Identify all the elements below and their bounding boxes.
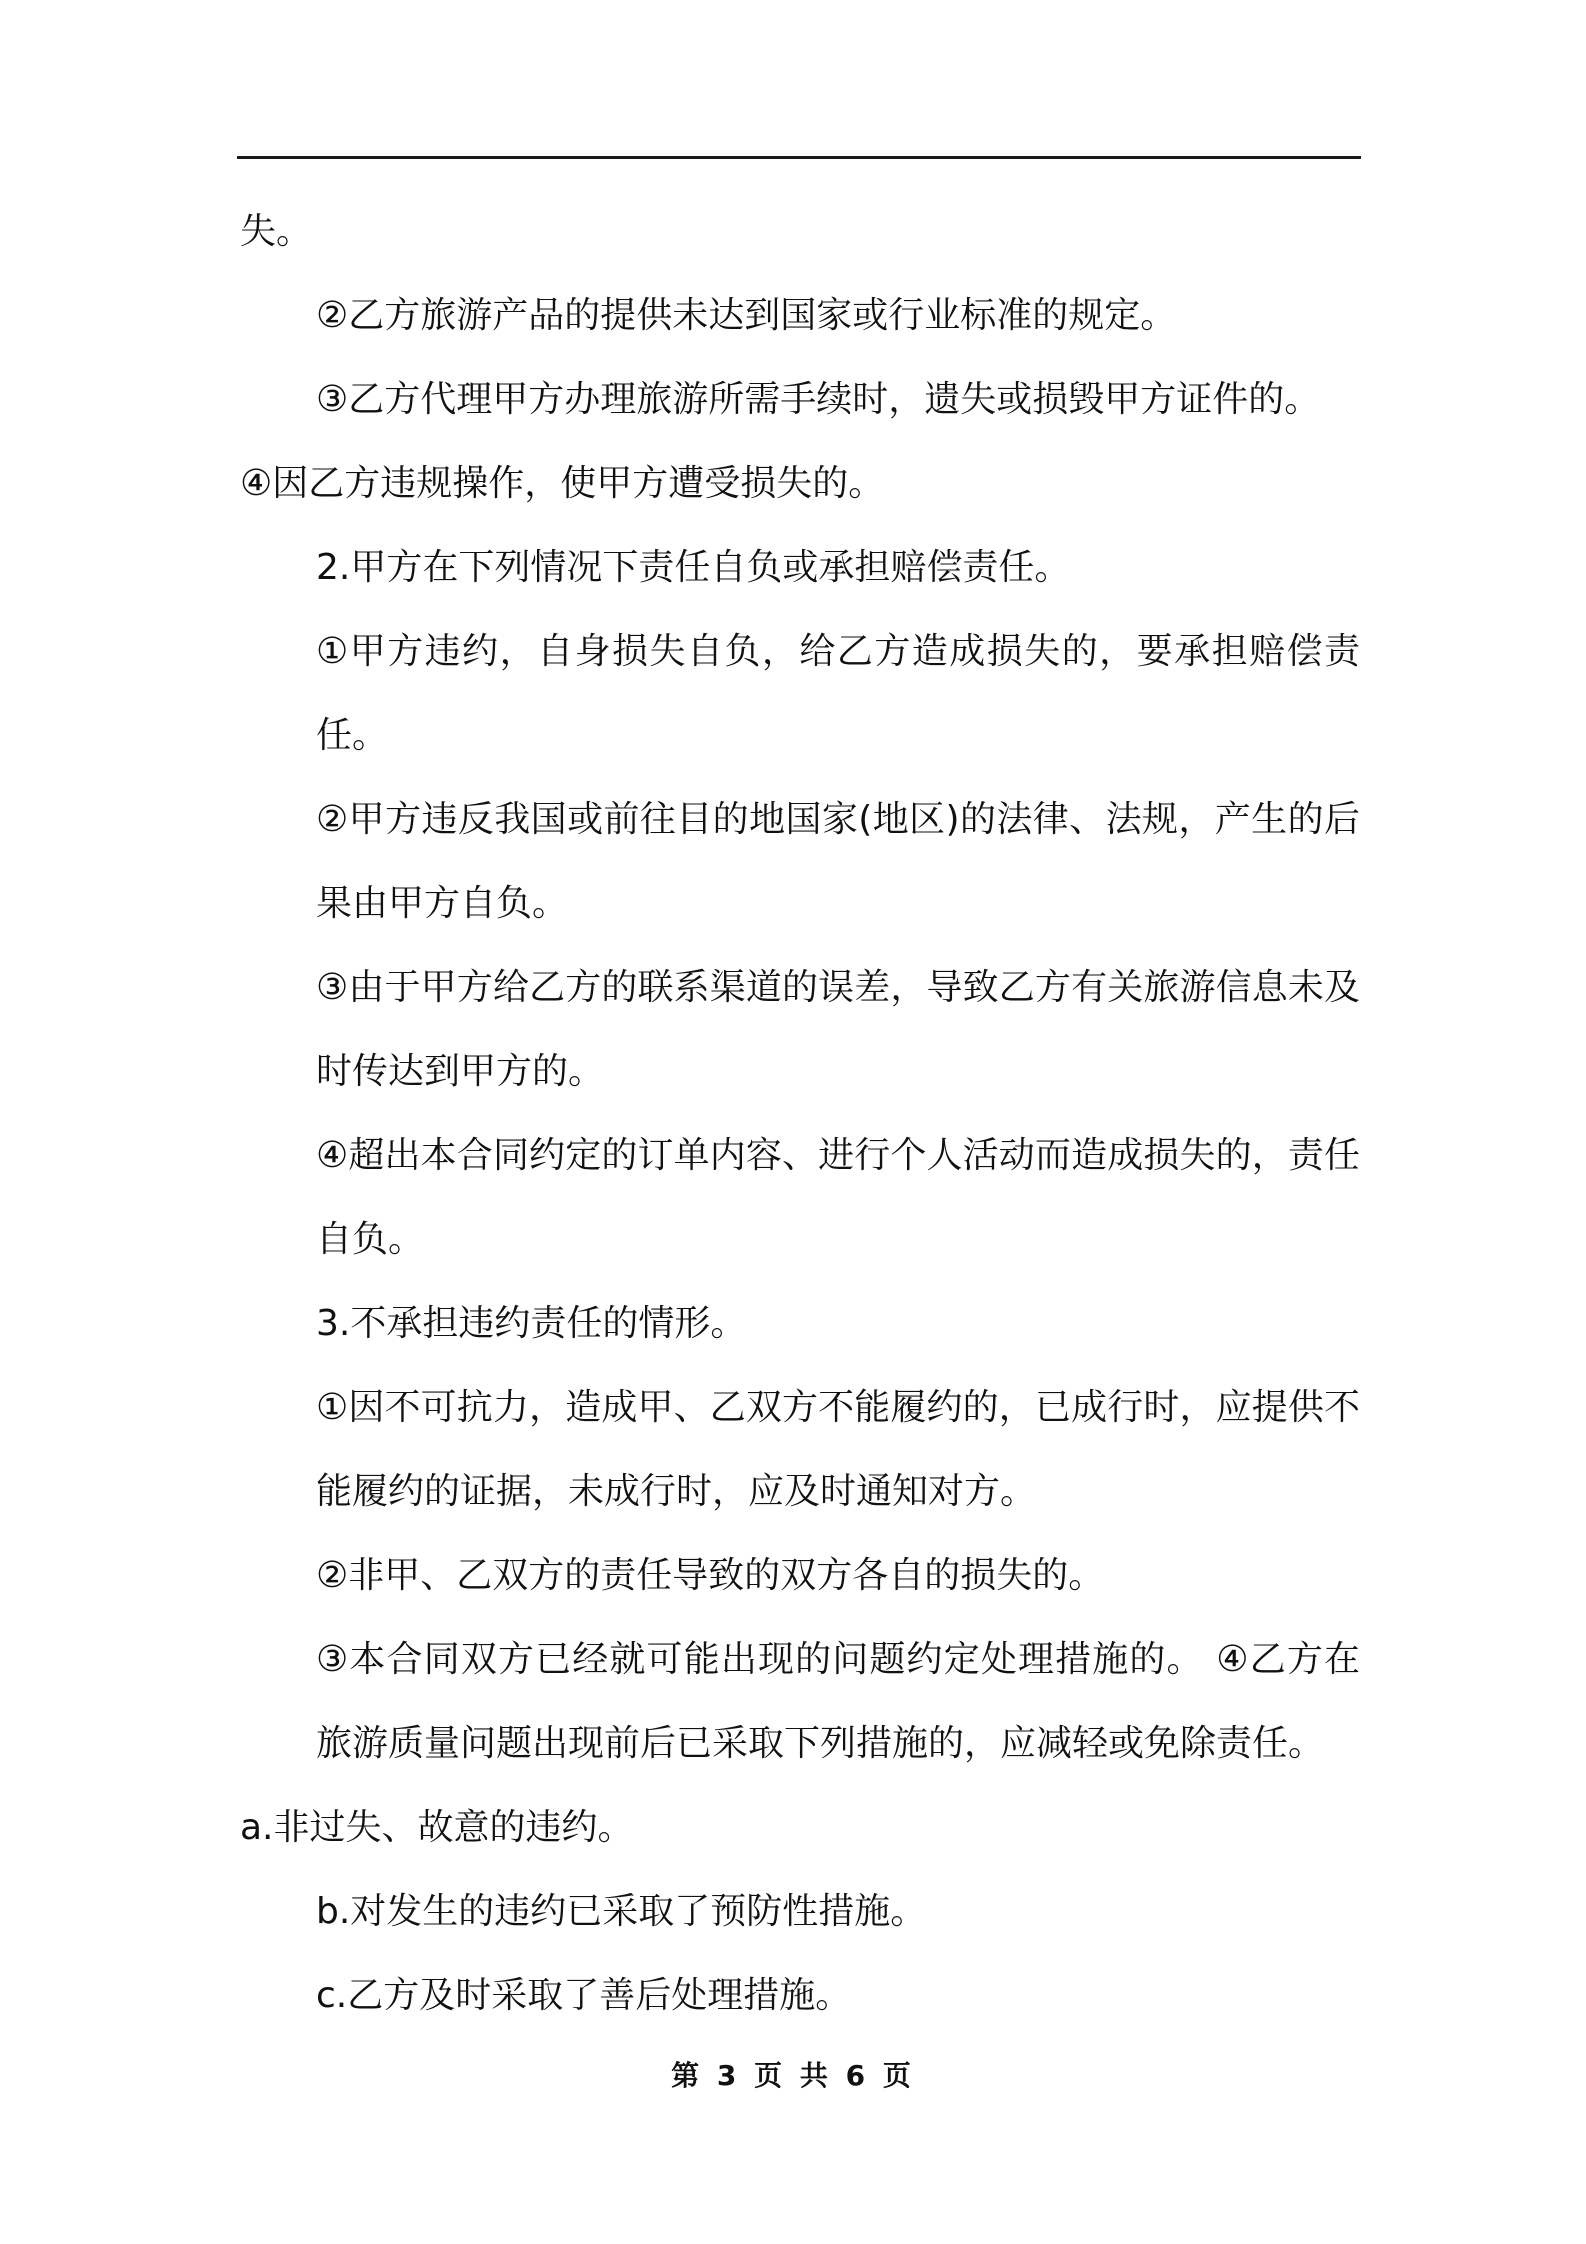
paragraph: ③本合同双方已经就可能出现的问题约定处理措施的。 ④乙方在旅游质量问题出现前后已采取下列措施的，应减轻或免除责任。 [316, 1639, 1360, 1764]
paragraph: c.乙方及时采取了善后处理措施。 [316, 1975, 852, 2016]
page-number-footer: 第 3 页 共 6 页 [671, 2059, 915, 2092]
header-rule [237, 156, 1361, 159]
document-body [240, 190, 1360, 2038]
paragraph: ④因乙方违规操作，使甲方遭受损失的。 [240, 463, 885, 504]
paragraph: ②非甲、乙双方的责任导致的双方各自的损失的。 [316, 1555, 1105, 1596]
paragraph: ②乙方旅游产品的提供未达到国家或行业标准的规定。 [316, 295, 1177, 336]
paragraph: ③由于甲方给乙方的联系渠道的误差，导致乙方有关旅游信息未及时传达到甲方的。 [316, 967, 1360, 1092]
paragraph: b.对发生的违约已采取了预防性措施。 [316, 1891, 927, 1932]
paragraph: ③乙方代理甲方办理旅游所需手续时，遗失或损毁甲方证件的。 [316, 379, 1321, 420]
paragraph: ②甲方违反我国或前往目的地国家(地区)的法律、法规，产生的后果由甲方自负。 [316, 799, 1360, 924]
paragraph: ①因不可抗力，造成甲、乙双方不能履约的，已成行时，应提供不能履约的证据，未成行时，应及时通知对方。 [316, 1387, 1360, 1512]
paragraph: a.非过失、故意的违约。 [240, 1807, 634, 1848]
paragraph: ①甲方违约，自身损失自负，给乙方造成损失的，要承担赔偿责任。 [316, 631, 1360, 756]
paragraph: 2.甲方在下列情况下责任自负或承担赔偿责任。 [316, 547, 1071, 588]
paragraph: 3.不承担违约责任的情形。 [316, 1303, 747, 1344]
paragraph: 失。 [240, 211, 313, 252]
paragraph: ④超出本合同约定的订单内容、进行个人活动而造成损失的，责任自负。 [316, 1135, 1360, 1260]
